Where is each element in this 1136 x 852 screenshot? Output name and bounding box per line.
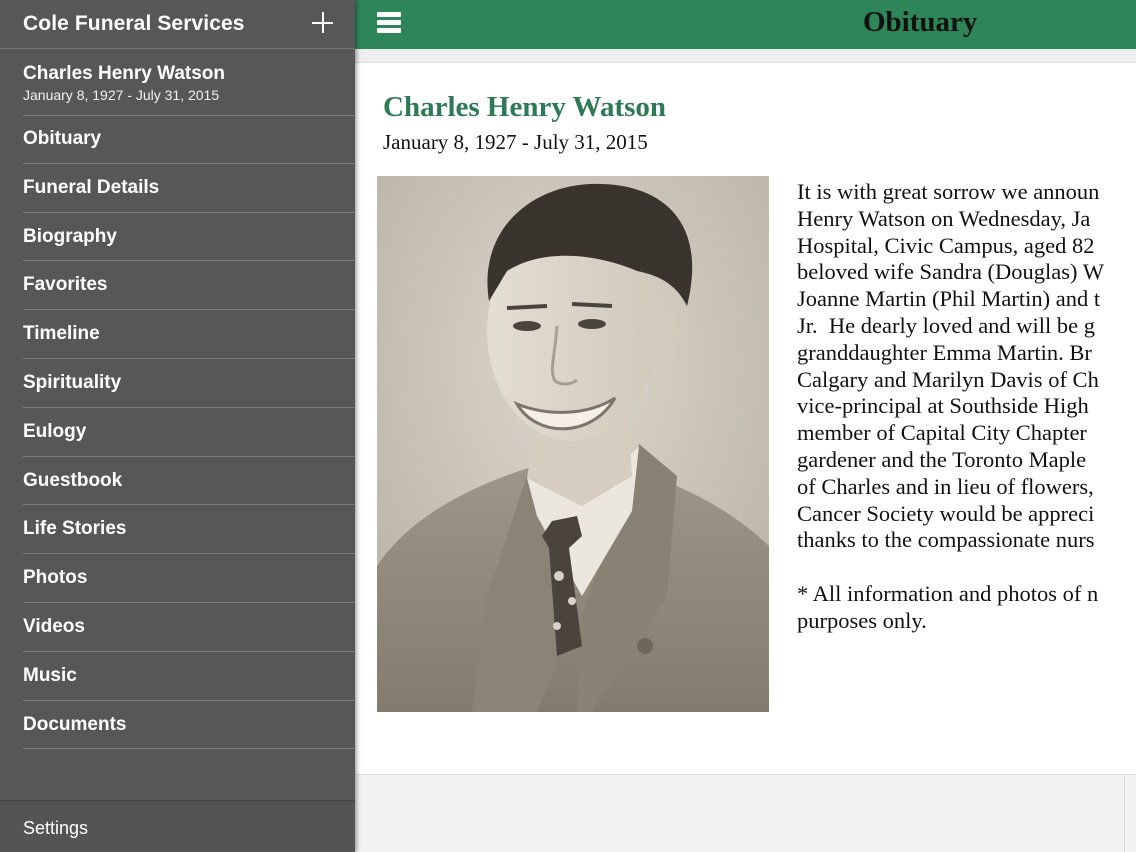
sidebar-item-funeral-details[interactable] [0,164,355,213]
sidebar-item-label: Funeral Details [23,176,160,198]
obituary-line: vice-principal at Southside High [797,393,1089,419]
sidebar-item-label: Documents [23,713,127,735]
deceased-name: Charles Henry Watson [383,91,667,123]
sidebar-item-label: Videos [23,615,85,637]
sidebar-item-biography[interactable] [0,213,355,262]
footer-area [355,776,1136,852]
obituary-line: member of Capital City Chapter [797,420,1087,446]
obituary-line: Hospital, Civic Campus, aged 82 [797,232,1095,258]
page-title: Obituary [863,6,978,38]
divider [1124,776,1125,852]
sidebar-item-eulogy[interactable] [0,408,355,457]
obituary-line: Calgary and Marilyn Davis of Ch [797,366,1099,392]
header-spacer [355,49,1136,63]
plus-icon[interactable] [308,8,338,38]
sidebar [0,0,355,852]
sidebar-item-label: Life Stories [23,518,127,540]
sidebar-item-videos[interactable] [0,603,355,652]
obituary-line: Jr. He dearly loved and will be g [797,312,1096,338]
obituary-line: Joanne Martin (Phil Martin) and t [797,286,1101,312]
sidebar-item-documents[interactable] [0,701,355,750]
sidebar-item-guestbook[interactable] [0,457,355,506]
sidebar-item-life-stories[interactable] [0,505,355,554]
sidebar-item-label: Favorites [23,274,108,296]
sidebar-item-favorites[interactable] [0,261,355,310]
profile-name: Charles Henry Watson [23,63,226,84]
hamburger-menu-icon[interactable] [377,12,401,36]
sidebar-item-label: Eulogy [23,420,87,442]
sidebar-item-music[interactable] [0,652,355,701]
obituary-line: * All information and photos of n [797,580,1099,606]
obituary-line [797,554,1136,581]
sidebar-header [0,0,355,49]
life-dates: January 8, 1927 - July 31, 2015 [383,130,648,154]
sidebar-item-obituary[interactable] [0,115,355,164]
main-panel [355,0,1136,852]
obituary-content [355,63,1136,775]
sidebar-menu [0,115,355,749]
obituary-line: gardener and the Toronto Maple [797,446,1087,472]
sidebar-item-label: Photos [23,567,88,589]
sidebar-item-photos[interactable] [0,554,355,603]
sidebar-item-label: Spirituality [23,371,122,393]
sidebar-item-label: Guestbook [23,469,123,491]
sidebar-item-timeline[interactable] [0,310,355,359]
sidebar-item-label: Biography [23,225,117,247]
top-bar [355,0,1136,49]
sidebar-profile-item[interactable] [0,50,355,115]
sidebar-item-label: Obituary [23,128,102,149]
sidebar-item-label: Music [23,664,77,686]
obituary-line: Henry Watson on Wednesday, Ja [797,205,1091,231]
obituary-line: thanks to the compassionate nurs [797,527,1095,553]
obituary-line: granddaughter Emma Martin. Br [797,339,1092,365]
sidebar-item-spirituality[interactable] [0,359,355,408]
app-title: Cole Funeral Services [23,12,245,35]
profile-dates: January 8, 1927 - July 31, 2015 [23,87,220,103]
obituary-line: of Charles and in lieu of flowers, [797,473,1094,499]
obituary-line: beloved wife Sandra (Douglas) W [797,259,1104,285]
obituary-line: It is with great sorrow we announ [797,179,1100,204]
sidebar-item-label: Timeline [23,323,100,345]
settings-button[interactable]: Settings [23,818,89,838]
obituary-text [797,179,1136,635]
portrait-photo[interactable] [377,176,769,712]
obituary-line: purposes only. [797,607,927,633]
obituary-line: Cancer Society would be appreci [797,500,1095,526]
settings-bar [0,800,355,852]
